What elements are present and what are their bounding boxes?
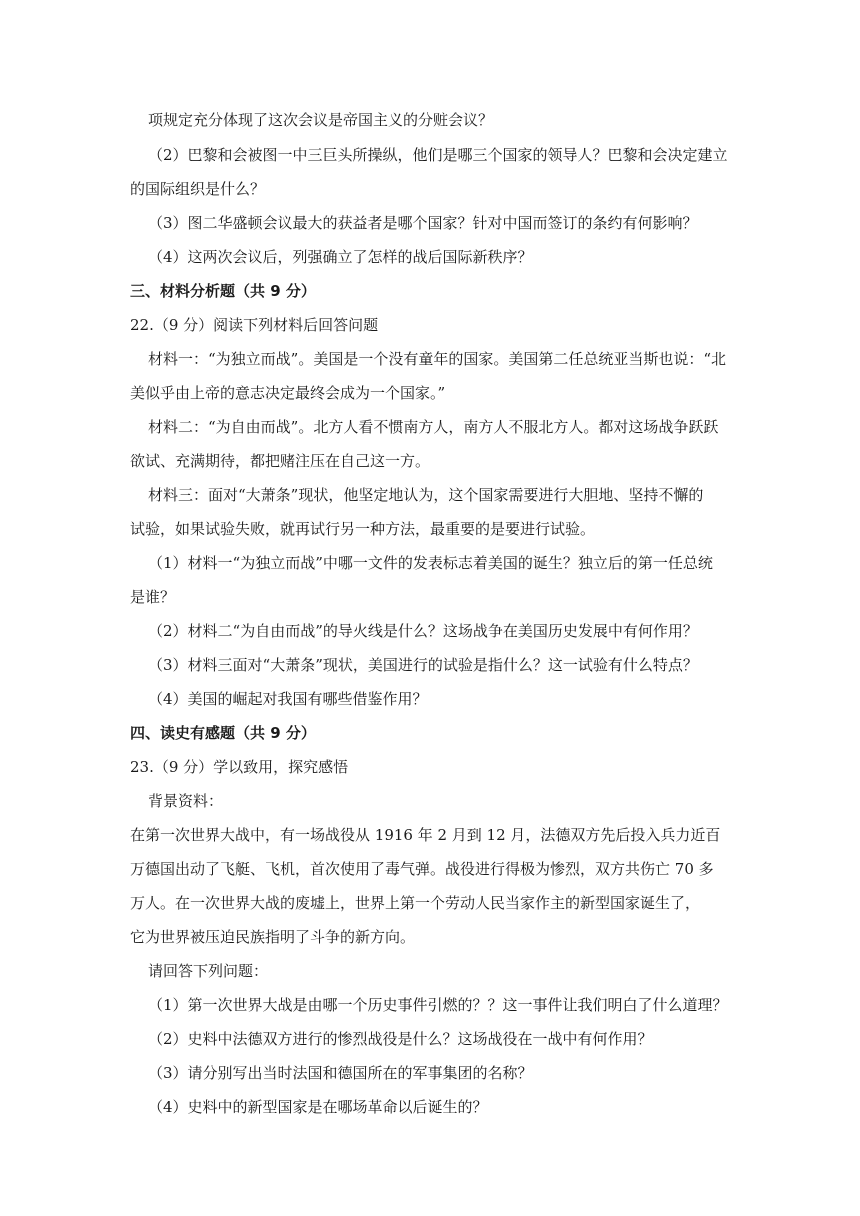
question-22-1: （1）材料一“为独立而战”中哪一文件的发表标志着美国的诞生？独立后的第一任总统 (148, 554, 713, 572)
question-21-2: （2）巴黎和会被图一中三巨头所操纵，他们是哪三个国家的领导人？巴黎和会决定建立 (148, 146, 728, 164)
question-23-title: 23.（9 分）学以致用，探究感悟 (130, 758, 349, 776)
background-text-2: 万德国出动了飞艇、飞机，首次使用了毒气弹。战役进行得极为惨烈，双方共伤亡 70 多 (130, 860, 714, 878)
background-text-3: 万人。在一次世界大战的废墟上，世界上第一个劳动人民当家作主的新型国家诞生了， (130, 894, 701, 912)
question-23-3: （3）请分别写出当时法国和德国所在的军事集团的名称？ (148, 1064, 533, 1082)
question-21-2-continuation: 的国际组织是什么？ (130, 180, 266, 198)
question-23-1: （1）第一次世界大战是由哪一个历史事件引燃的？？这一事件让我们明白了什么道理？ (148, 996, 728, 1014)
question-21-3: （3）图二华盛顿会议最大的获益者是哪个国家？针对中国而签订的条约有何影响？ (148, 214, 698, 232)
question-23-2: （2）史料中法德双方进行的惨烈战役是什么？这场战役在一战中有何作用？ (148, 1030, 653, 1048)
material-2-continuation: 欲试、充满期待，都把赌注压在自己这一方。 (130, 452, 431, 470)
question-22-4: （4）美国的崛起对我国有哪些借鉴作用？ (148, 690, 428, 708)
material-3-continuation: 试验，如果试验失败，就再试行另一种方法，最重要的是要进行试验。 (130, 520, 596, 538)
question-21-1-continuation: 项规定充分体现了这次会议是帝国主义的分赃会议？ (148, 111, 494, 129)
instruction: 请回答下列问题： (148, 962, 269, 980)
section-heading-3: 三、材料分析题（共 9 分） (130, 282, 316, 300)
material-1-continuation: 美似乎由上帝的意志决定最终会成为一个国家。” (130, 384, 446, 402)
background-text-4: 它为世界被压迫民族指明了斗争的新方向。 (130, 928, 416, 946)
question-22-3: （3）材料三面对“大萧条”现状，美国进行的试验是指什么？这一试验有什么特点？ (148, 656, 698, 674)
background-text-1: 在第一次世界大战中，有一场战役从 1916 年 2 月到 12 月，法德双方先后投入兵力近百 (130, 826, 721, 844)
material-3: 材料三：面对“大萧条”现状，他坚定地认为，这个国家需要进行大胆地、坚持不懈的 (148, 486, 704, 504)
material-2: 材料二：“为自由而战”。北方人看不惯南方人，南方人不服北方人。都对这场战争跃跃 (148, 418, 719, 436)
question-22-title: 22.（9 分）阅读下列材料后回答问题 (130, 316, 379, 334)
question-23-4: （4）史料中的新型国家是在哪场革命以后诞生的？ (148, 1098, 488, 1116)
question-21-4: （4）这两次会议后，列强确立了怎样的战后国际新秩序？ (148, 248, 533, 266)
question-22-1-continuation: 是谁？ (130, 588, 176, 606)
background-label: 背景资料： (148, 792, 224, 810)
material-1: 材料一：“为独立而战”。美国是一个没有童年的国家。美国第二任总统亚当斯也说：“北 (148, 350, 727, 368)
question-22-2: （2）材料二“为自由而战”的导火线是什么？这场战争在美国历史发展中有何作用？ (148, 622, 698, 640)
section-heading-4: 四、读史有感题（共 9 分） (130, 724, 316, 742)
